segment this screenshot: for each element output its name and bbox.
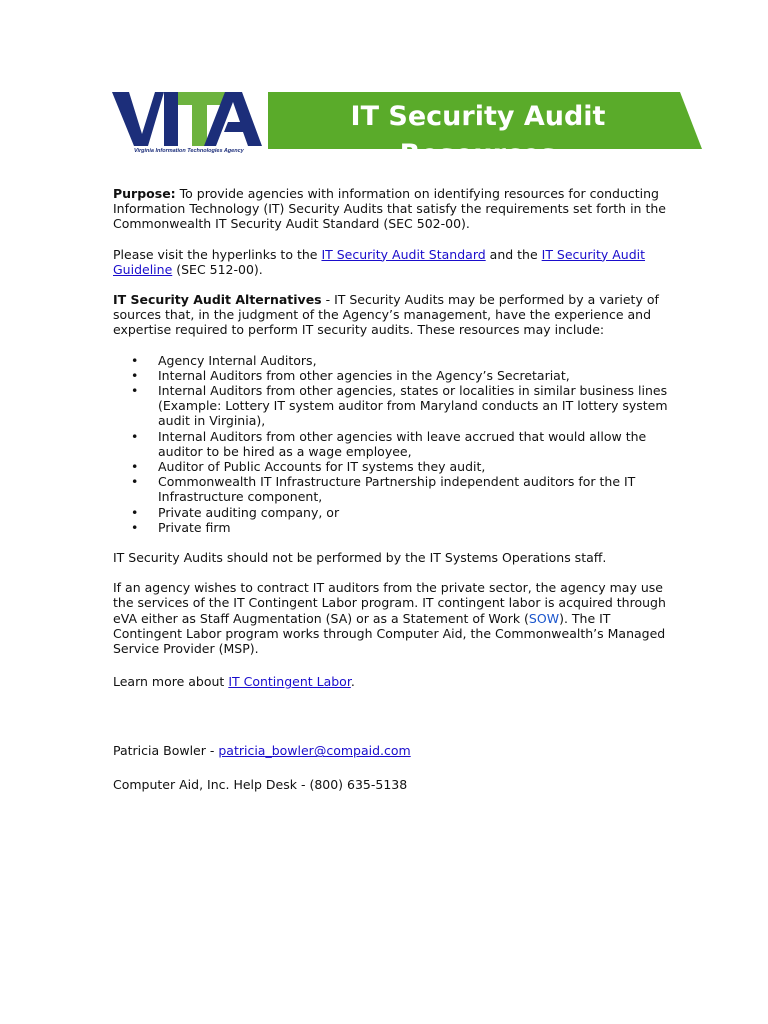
list-item [113,368,683,383]
visit-suffix: (SEC 512-00). [172,261,263,277]
list-item-text: Private auditing company, or [158,504,340,520]
bullet-icon: • [131,459,139,475]
contact-paragraph [113,743,683,758]
bullet-icon: • [131,383,139,399]
header [112,90,702,170]
list-item [113,459,683,474]
logo-caption: Virginia Information Technologies Agency [134,148,244,154]
visit-paragraph [113,247,683,277]
purpose-label: Purpose: [113,186,176,201]
list-item-text: Auditor of Public Accounts for IT systems they audit, [158,459,486,475]
bullet-icon: • [131,428,139,444]
bullet-icon: • [131,474,139,490]
contract-paragraph [113,580,683,656]
helpdesk-paragraph: Computer Aid, Inc. Help Desk - (800) 635-5138 [113,776,408,792]
list-item [113,520,683,535]
list-item [113,429,683,459]
contingent-labor-link[interactable]: IT Contingent Labor [228,674,351,690]
list-item-text: Commonwealth IT Infrastructure Partnership independent auditors for the IT Infrastructure component, [158,474,636,505]
contract-text-2: ). The IT Contingent Labor program works through Computer Aid, the Commonwealth’s Managed Service Provider (MSP). [113,610,666,657]
list-item [113,383,683,429]
learn-more-paragraph [113,674,683,689]
vita-logo [112,90,272,160]
list-item-text: Agency Internal Auditors, [158,352,317,368]
audit-guideline-link[interactable]: IT Security Audit Guideline [113,246,646,277]
resources-list [113,353,683,535]
sow-link[interactable]: SOW [528,610,560,626]
list-item [113,505,683,520]
visit-prefix: Please visit the hyperlinks to the [113,246,322,262]
list-item-text: Internal Auditors from other agencies with leave accrued that would allow the auditor to be hired as a wage employee, [158,428,647,459]
list-item-text: Private firm [158,519,231,535]
contact-email-link[interactable]: patricia_bowler@compaid.com [218,743,411,759]
bullet-icon: • [131,367,139,383]
visit-middle: and the [485,246,542,262]
learn-more-prefix: Learn more about [113,674,229,690]
bullet-icon: • [131,352,139,368]
audit-standard-link[interactable]: IT Security Audit Standard [321,246,486,262]
purpose-paragraph [113,186,683,232]
alternatives-text: - IT Security Audits may be performed by a variety of sources that, in the judgment of the Agency’s management, have the experience and expertise required to perform IT security audits. These resources may include: [113,292,659,338]
learn-more-suffix: . [350,674,355,690]
document-body [113,186,683,792]
not-performed-paragraph: IT Security Audits should not be performed by the IT Systems Operations staff. [113,550,607,566]
alternatives-label: IT Security Audit Alternatives [113,292,322,308]
contact-name: Patricia Bowler - [113,743,219,759]
bullet-icon: • [131,519,139,535]
list-item-text: Internal Auditors from other agencies in the Agency’s Secretariat, [158,367,570,383]
list-item [113,474,683,504]
alternatives-paragraph [113,292,683,338]
list-item-text: Internal Auditors from other agencies, states or localities in similar business lines (Example: Lottery IT system auditor from Maryland conducts an IT lottery system audit in Virginia), [158,383,668,429]
list-item [113,353,683,368]
contract-text-1: If an agency wishes to contract IT auditors from the private sector, the agency may use the services of the IT Contingent Labor program. IT contingent labor is acquired through eVA either as Staff Augmentation (SA) or as a Statement of Work ( [113,580,666,626]
bullet-icon: • [131,504,139,520]
title-banner [268,92,702,170]
purpose-text: To provide agencies with information on identifying resources for conducting Information Technology (IT) Security Audits that satisfy the requirements set forth in the Commonwealth IT Security Audit Standard (SEC 502-00). [113,186,666,232]
page-title: IT Security Audit Resources [350,101,606,170]
